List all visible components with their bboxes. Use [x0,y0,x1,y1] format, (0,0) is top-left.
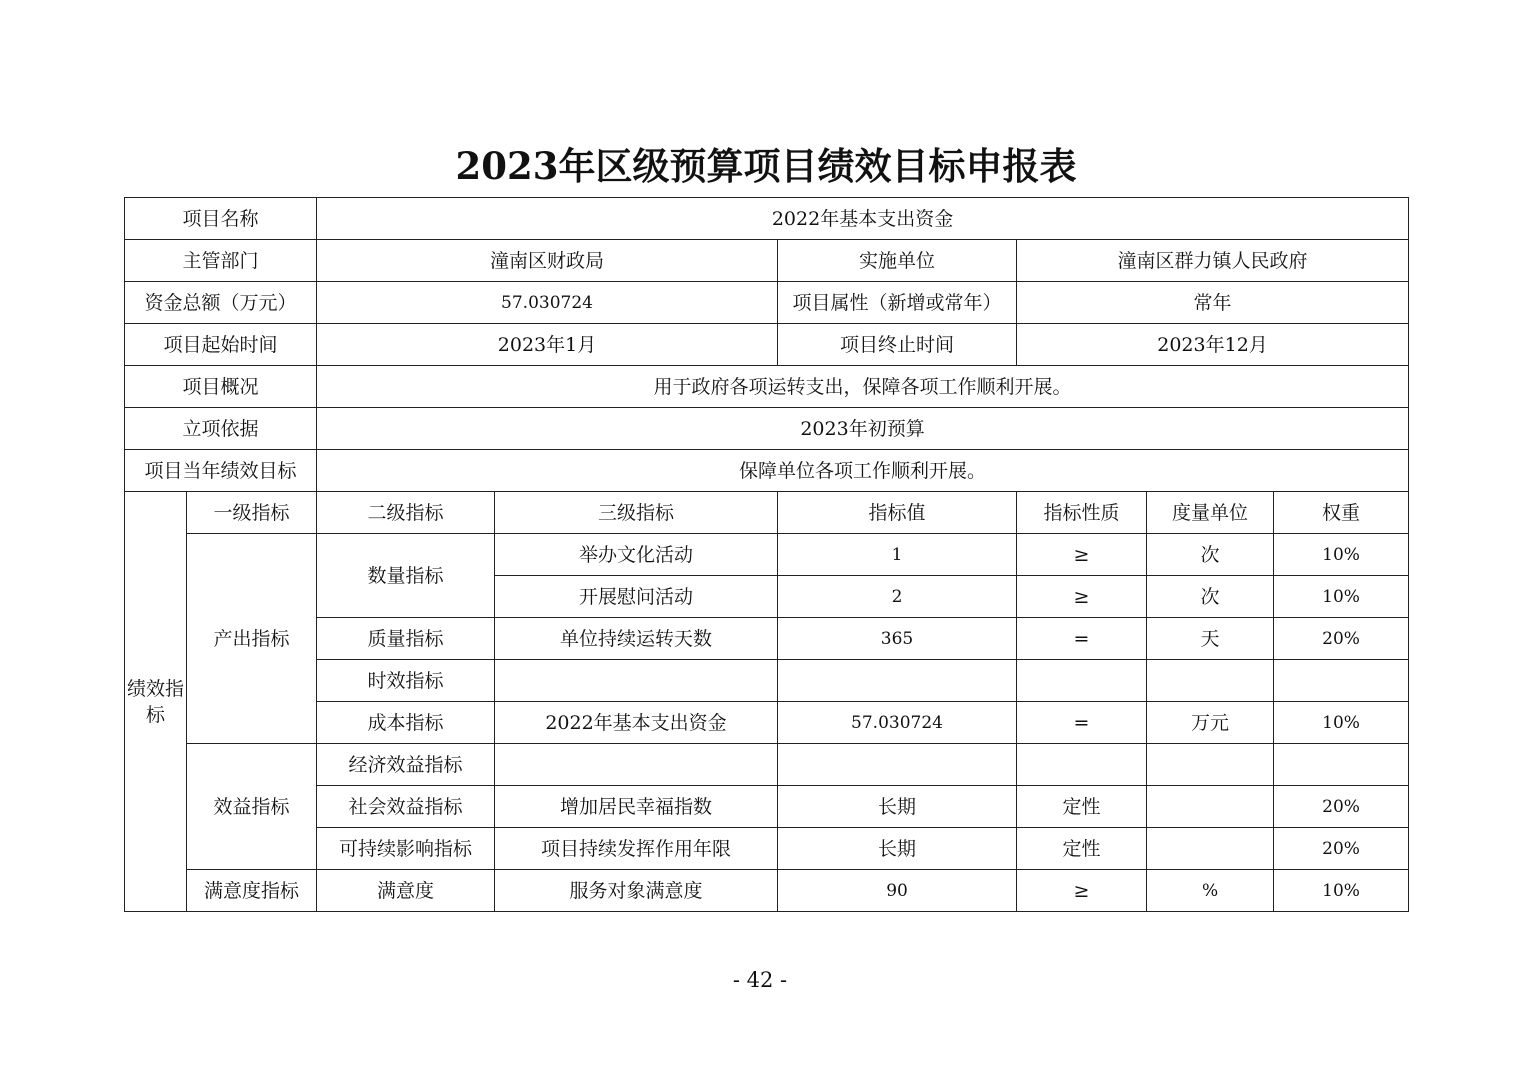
indicator-name [495,660,778,702]
indicator-name [495,744,778,786]
indicator-unit [1147,786,1274,828]
indicator-unit [1147,828,1274,870]
satisfaction-indicator-label: 满意度指标 [187,870,317,912]
impl-value: 潼南区群力镇人民政府 [1017,240,1409,282]
output-indicator-label: 产出指标 [187,534,317,744]
sustainable-indicator-label: 可持续影响指标 [317,828,495,870]
indicator-weight: 10% [1274,702,1409,744]
indicator-nature: ≥ [1017,534,1147,576]
impl-label: 实施单位 [778,240,1017,282]
indicator-unit [1147,660,1274,702]
indicator-value: 365 [778,618,1017,660]
indicator-value [778,660,1017,702]
indicator-weight: 10% [1274,576,1409,618]
indicator-unit: 天 [1147,618,1274,660]
timeliness-indicator-label: 时效指标 [317,660,495,702]
end-label: 项目终止时间 [778,324,1017,366]
indicator-weight [1274,660,1409,702]
amount-label: 资金总额（万元） [125,282,317,324]
col-header-value: 指标值 [778,492,1017,534]
indicator-weight: 10% [1274,870,1409,912]
indicator-weight: 10% [1274,534,1409,576]
indicator-nature [1017,744,1147,786]
indicator-value [778,744,1017,786]
row-dates [125,324,1409,366]
indicator-value: 90 [778,870,1017,912]
indicator-nature: 定性 [1017,786,1147,828]
indicator-nature: = [1017,702,1147,744]
page-title: 2023年区级预算项目绩效目标申报表 [455,144,1077,188]
attr-label: 项目属性（新增或常年） [778,282,1017,324]
goal-value: 保障单位各项工作顺利开展。 [317,450,1409,492]
cost-indicator-label: 成本指标 [317,702,495,744]
indicator-value: 长期 [778,786,1017,828]
indicator-name: 服务对象满意度 [495,870,778,912]
quantity-indicator-label: 数量指标 [317,534,495,618]
col-header-level3: 三级指标 [495,492,778,534]
indicator-value: 长期 [778,828,1017,870]
indicator-section-label: 绩效指标 [125,492,187,912]
col-header-unit: 度量单位 [1147,492,1274,534]
indicator-nature: 定性 [1017,828,1147,870]
indicator-unit: 万元 [1147,702,1274,744]
col-header-nature: 指标性质 [1017,492,1147,534]
col-header-level1: 一级指标 [187,492,317,534]
benefit-indicator-label: 效益指标 [187,744,317,870]
indicator-weight [1274,744,1409,786]
page-number: - 42 - [732,968,788,992]
indicator-value: 2 [778,576,1017,618]
row-amount [125,282,1409,324]
table-row [125,828,1409,870]
end-value: 2023年12月 [1017,324,1409,366]
indicator-nature: ≥ [1017,870,1147,912]
start-value: 2023年1月 [317,324,778,366]
row-department [125,240,1409,282]
table-row [125,786,1409,828]
economic-indicator-label: 经济效益指标 [317,744,495,786]
indicator-name: 增加居民幸福指数 [495,786,778,828]
indicator-weight: 20% [1274,618,1409,660]
indicator-value: 1 [778,534,1017,576]
indicator-nature: = [1017,618,1147,660]
row-goal [125,450,1409,492]
table-row [125,618,1409,660]
indicator-nature: ≥ [1017,576,1147,618]
social-indicator-label: 社会效益指标 [317,786,495,828]
indicator-name: 2022年基本支出资金 [495,702,778,744]
row-project-name [125,198,1409,240]
indicator-name: 开展慰问活动 [495,576,778,618]
table-row [125,744,1409,786]
start-label: 项目起始时间 [125,324,317,366]
attr-value: 常年 [1017,282,1409,324]
goal-label: 项目当年绩效目标 [125,450,317,492]
satisfaction-sub-label: 满意度 [317,870,495,912]
table-row [125,660,1409,702]
row-basis [125,408,1409,450]
indicator-name: 项目持续发挥作用年限 [495,828,778,870]
table-row [125,534,1409,576]
col-header-weight: 权重 [1274,492,1409,534]
indicator-weight: 20% [1274,786,1409,828]
table-row [125,702,1409,744]
dept-label: 主管部门 [125,240,317,282]
amount-value: 57.030724 [317,282,778,324]
row-indicator-header [125,492,1409,534]
indicator-value: 57.030724 [778,702,1017,744]
table-row [125,870,1409,912]
basis-label: 立项依据 [125,408,317,450]
overview-label: 项目概况 [125,366,317,408]
indicator-unit: 次 [1147,576,1274,618]
dept-value: 潼南区财政局 [317,240,778,282]
indicator-name: 单位持续运转天数 [495,618,778,660]
col-header-level2: 二级指标 [317,492,495,534]
row-overview [125,366,1409,408]
quality-indicator-label: 质量指标 [317,618,495,660]
indicator-unit: 次 [1147,534,1274,576]
indicator-name: 举办文化活动 [495,534,778,576]
indicator-unit [1147,744,1274,786]
indicator-nature [1017,660,1147,702]
project-name-value: 2022年基本支出资金 [317,198,1409,240]
project-name-label: 项目名称 [125,198,317,240]
basis-value: 2023年初预算 [317,408,1409,450]
indicator-unit: % [1147,870,1274,912]
overview-value: 用于政府各项运转支出，保障各项工作顺利开展。 [317,366,1409,408]
indicator-weight: 20% [1274,828,1409,870]
performance-form-table [124,197,1409,912]
